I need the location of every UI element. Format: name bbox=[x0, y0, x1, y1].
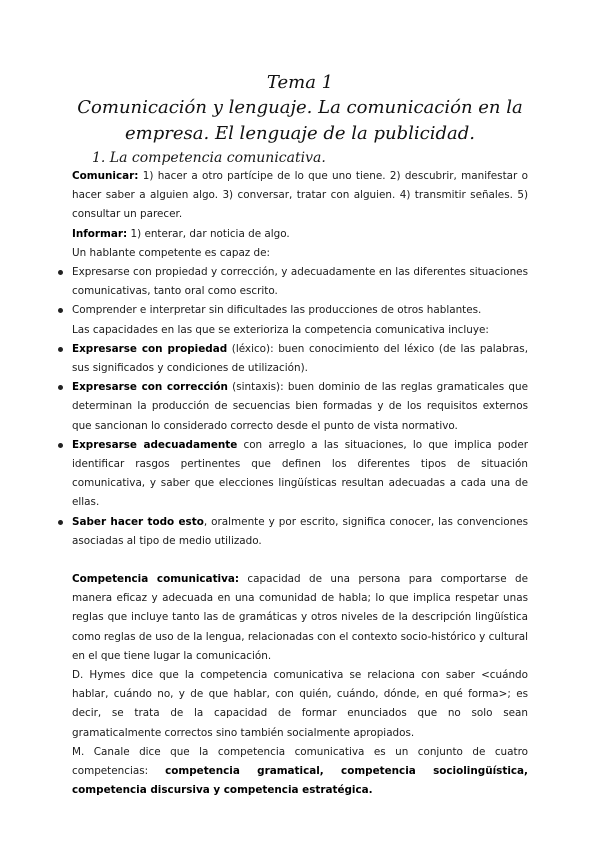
definition-text: 1) enterar, dar noticia de algo. bbox=[127, 227, 290, 240]
list-item: Comprender e interpretar sin dificultades las producciones de otros hablantes. bbox=[72, 301, 528, 320]
list-item bbox=[72, 378, 528, 436]
list-item bbox=[72, 340, 528, 378]
paragraph: Un hablante competente es capaz de: bbox=[72, 246, 271, 259]
bullet-list bbox=[72, 263, 528, 321]
list-item bbox=[72, 513, 528, 551]
term: Comunicar: bbox=[72, 170, 139, 182]
paragraph-canale bbox=[72, 743, 528, 801]
term: Expresarse adecuadamente bbox=[72, 438, 238, 451]
item-text: , oralmente y por escrito, significa conocer, las convenciones asociadas al tipo de medio utilizado. bbox=[72, 515, 528, 547]
item-text: con arreglo a las situaciones, lo que implica poder identificar rasgos pertinentes que definen los diferentes tipos de situación comunicativa, y saber que elecciones lingüísticas resultan adecuadas a cada una de ellas. bbox=[72, 438, 528, 509]
term: Competencia comunicativa: bbox=[72, 573, 240, 586]
spacer bbox=[72, 551, 528, 570]
item-text: (léxico): buen conocimiento del léxico (de las palabras, sus significados y condiciones de utilización). bbox=[72, 342, 528, 375]
bullet-list bbox=[72, 340, 528, 551]
term: Informar: bbox=[72, 227, 128, 240]
competencias-list: competencia gramatical, competencia sociolingüística, competencia discursiva y competencia estratégica. bbox=[72, 765, 528, 797]
definition-comunicar bbox=[72, 167, 528, 225]
section-heading: 1. La competencia comunicativa. bbox=[92, 150, 326, 166]
document-body bbox=[72, 167, 528, 801]
definition-competencia bbox=[72, 570, 528, 666]
term: Saber hacer todo esto bbox=[72, 515, 204, 528]
list-item: Expresarse con propiedad y corrección, y adecuadamente en las diferentes situaciones comunicativas, tanto oral como escrito. bbox=[72, 263, 528, 301]
list-item bbox=[72, 436, 528, 513]
paragraph: Las capacidades en las que se exterioriza la competencia comunicativa incluye: bbox=[72, 323, 489, 336]
term: Expresarse con propiedad bbox=[72, 342, 228, 355]
doc-title-topic: Tema 1 bbox=[266, 72, 334, 93]
term: Expresarse con corrección bbox=[72, 381, 228, 394]
paragraph-hymes: D. Hymes dice que la competencia comunicativa se relaciona con saber <cuándo hablar, cuándo no, y de que hablar, con quién, cuándo, dónde, en qué forma>; es decir, se trata de la capacidad de formar enunciados que no solo sean gramaticalmente correctos sino también socialmente apropiados. bbox=[72, 669, 528, 739]
doc-title-line: Comunicación y lenguaje. La comunicación en la bbox=[77, 97, 523, 118]
item-text: (sintaxis): buen dominio de las reglas gramaticales que determinan la producción de secuencias bien formadas y de los requisitos externos que sancionan lo considerado correcto desde el punto de vista normativo. bbox=[72, 381, 528, 432]
doc-title-line: empresa. El lenguaje de la publicidad. bbox=[125, 123, 475, 144]
definition-text: capacidad de una persona para comportarse de manera eficaz y adecuada en una comunidad de habla; lo que implica respetar unas reglas que incluye tanto las de gramáticas y otros niveles de la descripción lingüística como reglas de uso de la lengua, relacionadas con el contexto socio-histórico y cultural en el que tiene lugar la comunicación. bbox=[72, 573, 528, 662]
definition-informar bbox=[72, 225, 528, 244]
definition-text: 1) hacer a otro partícipe de lo que uno tiene. 2) descubrir, manifestar o hacer saber a alguien algo. 3) conversar, tratar con alguien. 4) transmitir señales. 5) consultar un parecer. bbox=[72, 170, 528, 221]
paragraph-text: M. Canale dice que la competencia comunicativa es un conjunto de cuatro competencias: bbox=[72, 745, 528, 778]
